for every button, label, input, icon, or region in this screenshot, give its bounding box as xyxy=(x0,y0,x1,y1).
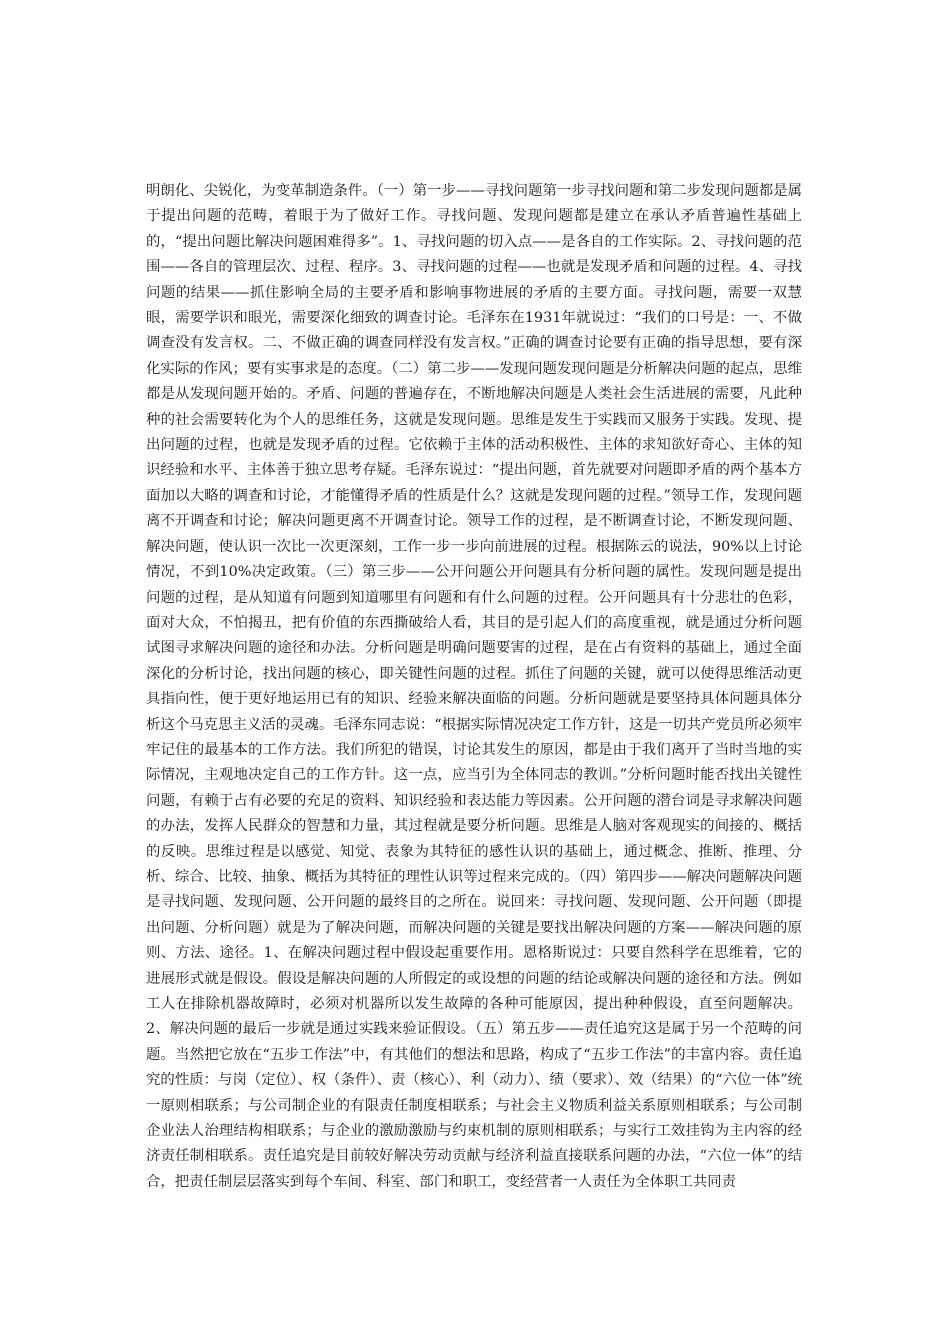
body-paragraph: 明朗化、尖锐化，为变革制造条件。（一）第一步——寻找问题第一步寻找问题和第二步发现问题都是属于提出问题的范畴，着眼于为了做好工作。寻找问题、发现问题都是建立在承认矛盾普遍性基础上的，“提出问题比解决问题困难得多”。1、寻找问题的切入点——是各自的工作实际。2、寻找问题的范围——各自的管理层次、过程、程序。3、寻找问题的过程——也就是发现矛盾和问题的过程。4、寻找问题的结果——抓住影响全局的主要矛盾和影响事物进展的矛盾的主要方面。寻找问题，需要一双慧眼，需要学识和眼光，需要深化细致的调查讨论。毛泽东在1931年就说过：“我们的口号是：一、不做调查没有发言权。二、不做正确的调查同样没有发言权。”正确的调查讨论要有正确的指导思想，要有深化实际的作风；要有实事求是的态度。（二）第二步——发现问题发现问题是分析解决问题的起点，思维都是从发现问题开始的。矛盾、问题的普遍存在，不断地解决问题是人类社会生活进展的需要，凡此种种的社会需要转化为个人的思维任务，这就是发现问题。思维是发生于实践而又服务于实践。发现、提出问题的过程，也就是发现矛盾的过程。它依赖于主体的活动积极性、主体的求知欲好奇心、主体的知识经验和水平、主体善于独立思考存疑。毛泽东说过：“提出问题，首先就要对问题即矛盾的两个基本方面加以大略的调查和讨论，才能懂得矛盾的性质是什么？这就是发现问题的过程。”领导工作，发现问题离不开调查和讨论；解决问题更离不开调查讨论。领导工作的过程，是不断调查讨论，不断发现问题、解决问题，使认识一次比一次更深刻，工作一步一步向前进展的过程。根据陈云的说法，90%以上讨论情况，不到10%决定政策。（三）第三步——公开问题公开问题具有分析问题的属性。发现问题是提出问题的过程，是从知道有问题到知道哪里有问题和有什么问题的过程。公开问题具有十分悲壮的色彩，面对大众，不怕揭丑，把有价值的东西撕破给人看，其目的是引起人们的高度重视，就是通过分析问题试图寻求解决问题的途径和办法。分析问题是明确问题要害的过程，是在占有资料的基础上，通过全面深化的分析讨论，找出问题的核心，即关键性问题的过程。抓住了问题的关键，就可以使得思维活动更具指向性，便于更好地运用已有的知识、经验来解决面临的问题。分析问题就是要坚持具体问题具体分析这个马克思主义活的灵魂。毛泽东同志说：“根据实际情况决定工作方针，这是一切共产党员所必须牢牢记住的最基本的工作方法。我们所犯的错误，讨论其发生的原因，都是由于我们离开了当时当地的实际情况，主观地决定自己的工作方针。这一点，应当引为全体同志的教训。”分析问题时能否找出关键性问题，有赖于占有必要的充足的资料、知识经验和表达能力等因素。公开问题的潜台词是寻求解决问题的办法，发挥人民群众的智慧和力量，其过程就是要分析问题。思维是人脑对客观现实的间接的、概括的反映。思维过程是以感觉、知觉、表象为其特征的感性认识的基础上，通过概念、推断、推理、分析、综合、比较、抽象、概括为其特征的理性认识等过程来完成的。（四）第四步——解决问题解决问题是寻找问题、发现问题、公开问题的最终目的之所在。说回来：寻找问题、发现问题、公开问题（即提出问题、分析问题）就是为了解决问题，而解决问题的关键是要找出解决问题的方案——解决问题的原则、方法、途径。1、在解决问题过程中假设起重要作用。恩格斯说过：只要自然科学在思维着，它的进展形式就是假设。假设是解决问题的人所假定的或设想的问题的结论或解决问题的途径和方法。例如工人在排除机器故障时，必须对机器所以发生故障的各种可能原因，提出种种假设，直至问题解决。2、解决问题的最后一步就是通过实践来验证假设。（五）第五步——责任追究这是属于另一个范畴的问题。当然把它放在“五步工作法”中，有其他们的想法和思路，构成了“五步工作法”的丰富内容。责任追究的性质：与岗（定位）、权（条件）、责（核心）、利（动力）、绩（要求）、效（结果）的“六位一体”统一原则相联系；与公司制企业的有限责任制度相联系；与社会主义物质利益关系原则相联系；与公司制企业法人治理结构相联系；与企业的激励激励与约束机制的原则相联系；与实行工效挂钩为主内容的经济责任制相联系。责任追究是目前较好解决劳动贡献与经济利益直接联系问题的办法，“六位一体”的结合，把责任制层层落实到每个车间、科室、部门和职工，变经营者一人责任为全体职工共同责 xyxy=(146,183,802,1190)
